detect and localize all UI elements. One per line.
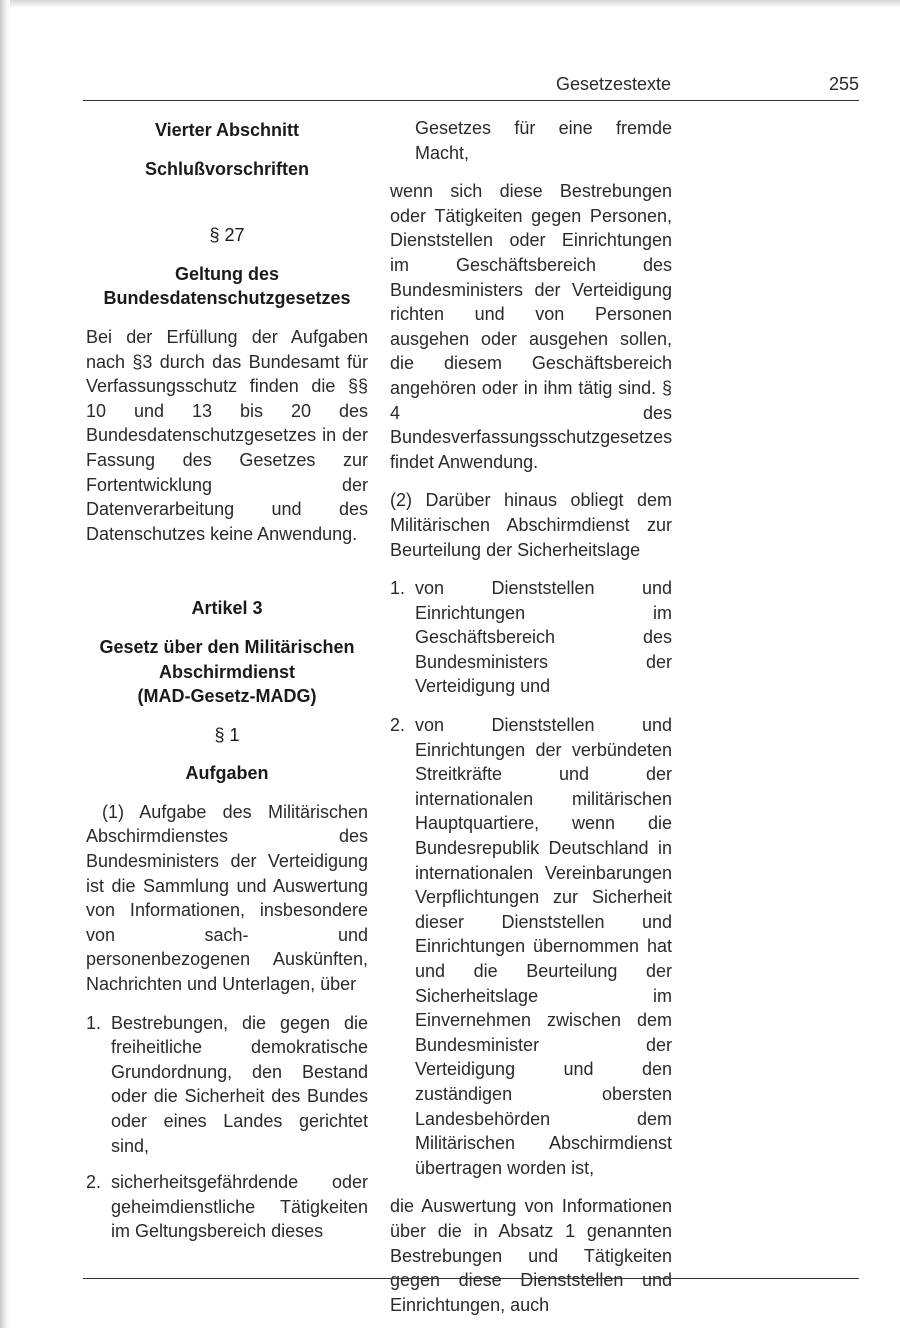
right-column	[390, 116, 672, 1317]
article-title-line3: (MAD-Gesetz-MADG)	[137, 686, 317, 707]
paragraph-1-intro: (1) Aufgabe des Militärischen Abschirmdienstes des Bundesministers der Verteidigung ist die Sammlung und Auswertung von Informationen, insbesondere von sach- und personenbezogenen Auskünften, Nachrichten und Unterlagen, über	[86, 801, 368, 995]
article-title-line1: Gesetz über den Militärischen	[99, 636, 355, 657]
list-item	[390, 713, 672, 1180]
list-item-number: 1.	[390, 578, 406, 599]
list-item-text: von Dienststellen und Einrichtungen im Geschäftsbereich des Bundesministers der Verteidigung und	[415, 578, 672, 697]
running-title: Gesetzestexte	[555, 74, 671, 94]
header-rule	[83, 100, 859, 101]
condition-text: wenn sich diese Bestrebungen oder Tätigkeiten gegen Personen, Dienststellen oder Einrichtungen im Geschäftsbereich des Bundesministers der Verteidigung richten und von Personen ausgehen oder ausgehen sollen, die diesem Geschäftsbereich angehören oder in ihm tätig sind. § 4 des Bundesverfassungsschutzgesetzes findet Anwendung.	[390, 181, 673, 472]
page-header	[83, 72, 859, 98]
closing-text: die Auswertung von Informationen über die in Absatz 1 genannten Bestrebungen und Tätigkeiten gegen diese Dienststellen und Einrichtungen, auch	[390, 1196, 672, 1315]
paragraph-27-text: Bei der Erfüllung der Aufgaben nach §3 durch das Bundesamt für Verfassungsschutz finden die §§ 10 und 13 bis 20 des Bundesdatenschutzgesetzes in der Fassung des Gesetzes zur Fortentwicklung der Datenverarbeitung und des Datenschutzes keine Anwendung.	[86, 326, 368, 544]
paragraph-1-title: Aufgaben	[185, 763, 269, 784]
section-title: Schlußvorschriften	[144, 158, 310, 179]
paragraph-2-intro: (2) Darüber hinaus obliegt dem Militärischen Abschirmdienst zur Beurteilung der Sicherheitslage	[390, 490, 672, 560]
page-number: 255	[828, 74, 859, 94]
list-item-text: Bestrebungen, die gegen die freiheitliche demokratische Grundordnung, den Bestand oder die Sicherheit des Bundes oder eines Landes gerichtet sind,	[111, 1012, 368, 1156]
page-edge-left	[0, 0, 10, 1328]
continuation-text: Gesetzes für eine fremde Macht,	[415, 118, 672, 163]
paragraph-1-number: § 1	[214, 724, 240, 745]
task-list	[86, 1011, 368, 1244]
article-heading: Artikel 3	[191, 598, 263, 619]
footer-rule	[83, 1278, 859, 1279]
list-item	[390, 576, 672, 699]
list-item-text: sicherheitsgefährdende oder geheimdienstliche Tätigkeiten im Geltungsbereich dieses	[111, 1172, 368, 1242]
list-item	[86, 1170, 368, 1244]
assessment-list	[390, 576, 672, 1180]
page-edge-top	[0, 0, 900, 8]
list-item-number: 1.	[86, 1012, 102, 1033]
paragraph-27-title-line2: Bundesdatenschutzgesetzes	[103, 288, 351, 309]
list-item-number: 2.	[86, 1172, 102, 1193]
article-title-line2: Abschirmdienst	[158, 661, 296, 682]
left-column	[86, 116, 368, 1244]
list-item	[86, 1011, 368, 1159]
list-item-text: von Dienststellen und Einrichtungen der verbündeten Streitkräfte und der internationalen militärischen Hauptquartiere, wenn die Bundesrepublik Deutschland in internationalen Vereinbarungen Verpflichtungen zur Sicherheit dieser Dienststellen und Einrichtungen übernommen hat und die Beurteilung der Sicherheitslage im Einvernehmen zwischen dem Bundesminister der Verteidigung und den zuständigen obersten Landesbehörden dem Militärischen Abschirmdienst übertragen worden ist,	[415, 715, 672, 1178]
paragraph-27-title-line1: Geltung des	[174, 263, 279, 284]
paragraph-27-number: § 27	[209, 225, 245, 246]
list-item-number: 2.	[390, 715, 406, 736]
section-heading: Vierter Abschnitt	[154, 120, 300, 140]
